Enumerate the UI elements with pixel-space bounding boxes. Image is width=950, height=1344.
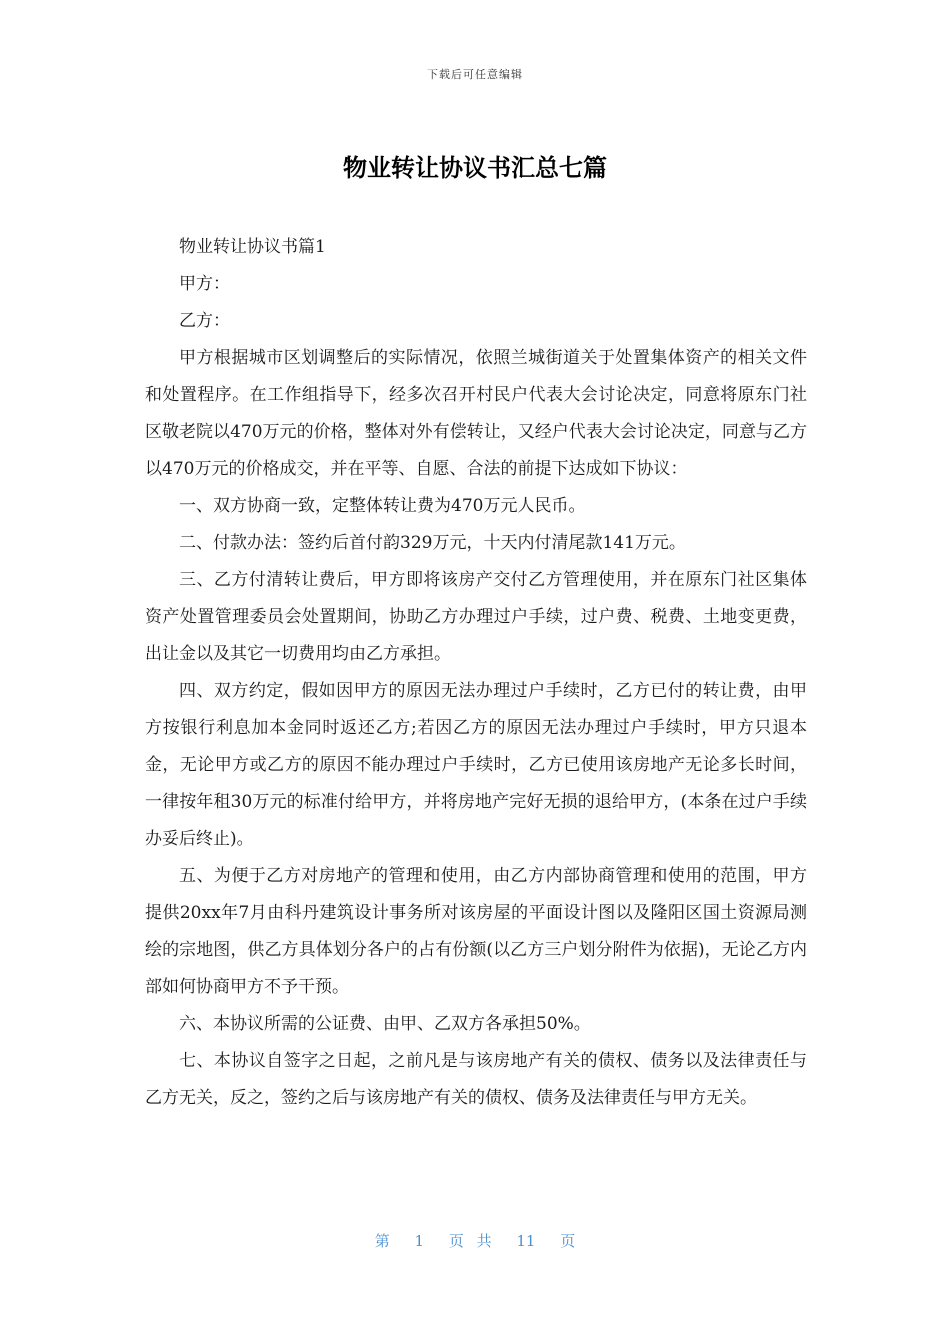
paragraph: 二、付款办法：签约后首付韵329万元，十天内付清尾款141万元。 bbox=[179, 533, 686, 553]
document-body bbox=[145, 229, 807, 1117]
section-heading: 物业转让协议书篇1 bbox=[179, 237, 326, 257]
footer-label-end: 页 bbox=[560, 1232, 576, 1250]
party-b-line: 乙方： bbox=[179, 311, 230, 331]
footer-total-pages: 11 bbox=[516, 1232, 536, 1250]
footer-label-of: 页 共 bbox=[448, 1232, 492, 1250]
header-note: 下载后可任意编辑 bbox=[427, 68, 523, 81]
footer-label-page: 第 bbox=[374, 1232, 390, 1250]
page-footer bbox=[0, 1230, 950, 1251]
paragraph: 六、本协议所需的公证费、由甲、乙双方各承担50%。 bbox=[179, 1014, 591, 1034]
paragraph: 七、本协议自签字之日起，之前凡是与该房地产有关的债权、债务以及法律责任与乙方无关，反之，签约之后与该房地产有关的债权、债务及法律责任与甲方无关。 bbox=[145, 1051, 807, 1108]
party-a-line: 甲方： bbox=[179, 274, 230, 294]
paragraph: 五、为便于乙方对房地产的管理和使用，由乙方内部协商管理和使用的范围，甲方提供20xx年7月由科丹建筑设计事务所对该房屋的平面设计图以及隆阳区国土资源局测绘的宗地图，供乙方具体划分各户的占有份额(以乙方三户划分附件为依据)，无论乙方内部如何协商甲方不予干预。 bbox=[145, 866, 807, 997]
paragraph: 三、乙方付清转让费后，甲方即将该房产交付乙方管理使用，并在原东门社区集体资产处置管理委员会处置期间，协助乙方办理过户手续，过户费、税费、土地变更费，出让金以及其它一切费用均由乙方承担。 bbox=[145, 570, 807, 664]
paragraph: 四、双方约定，假如因甲方的原因无法办理过户手续时，乙方已付的转让费，由甲方按银行利息加本金同时返还乙方;若因乙方的原因无法办理过户手续时，甲方只退本金，无论甲方或乙方的原因不能办理过户手续时，乙方已使用该房地产无论多长时间，一律按年租30万元的标准付给甲方，并将房地产完好无损的退给甲方，(本条在过户手续办妥后终止)。 bbox=[145, 681, 807, 849]
paragraph: 甲方根据城市区划调整后的实际情况，依照兰城街道关于处置集体资产的相关文件和处置程序。在工作组指导下，经多次召开村民户代表大会讨论决定，同意将原东门社区敬老院以470万元的价格，整体对外有偿转让，又经户代表大会讨论决定，同意与乙方以470万元的价格成交，并在平等、自愿、合法的前提下达成如下协议： bbox=[145, 348, 807, 479]
paragraph: 一、双方协商一致，定整体转让费为470万元人民币。 bbox=[179, 496, 586, 516]
footer-current-page: 1 bbox=[414, 1232, 425, 1250]
document-title: 物业转让协议书汇总七篇 bbox=[343, 154, 607, 182]
